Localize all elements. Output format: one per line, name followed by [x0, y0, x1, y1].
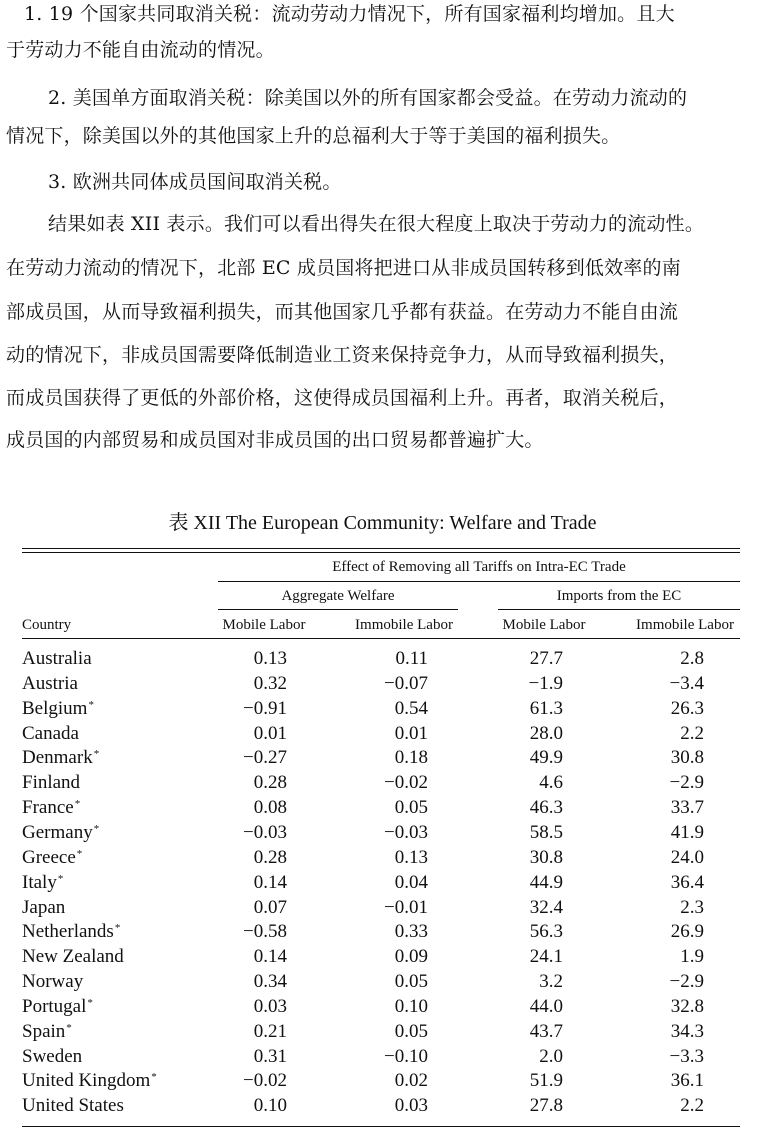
country-label: Austria [22, 672, 78, 694]
table-cell: 58.5 [529, 821, 563, 843]
table-cell: −2.9 [669, 971, 704, 993]
table-cell: 33.7 [670, 797, 704, 819]
table-cell: −0.58 [243, 921, 287, 943]
table-cell: 30.8 [670, 747, 704, 769]
table-cell: 0.01 [394, 722, 428, 744]
country-name [22, 971, 83, 993]
table-cell: −0.07 [384, 672, 428, 694]
country-name [22, 1021, 72, 1045]
country-label: Belgium [22, 697, 88, 719]
country-name [22, 1070, 157, 1094]
table-cell: 0.14 [253, 871, 287, 893]
table-cell: −2.9 [669, 772, 704, 794]
table-cell: 0.05 [394, 971, 428, 993]
paragraph-line-5: 3. 欧洲共同体成员国间取消关税。 [48, 171, 342, 193]
ec-member-marker: * [74, 798, 81, 811]
table-cell: 0.08 [253, 797, 287, 819]
country-name [22, 698, 94, 722]
country-label: France [22, 797, 74, 819]
paragraph-line-7: 在劳动力流动的情况下，北部 EC 成员国将把进口从非成员国转移到低效率的南 [6, 257, 681, 279]
table-cell: 27.7 [529, 648, 563, 669]
table-cell: 0.28 [253, 846, 287, 868]
table-cell: 0.34 [253, 971, 287, 993]
ec-member-marker: * [93, 748, 100, 761]
table-cell: 26.3 [670, 697, 704, 719]
table-cell: 0.03 [253, 995, 287, 1017]
table-cell: 0.32 [253, 672, 287, 694]
table-cell: 0.54 [394, 697, 428, 719]
country-name [22, 1095, 124, 1117]
table-cell: 0.07 [253, 896, 287, 918]
table-cell: 27.8 [529, 1095, 563, 1117]
table-cell: 24.0 [670, 846, 704, 868]
country-name [22, 921, 120, 945]
country-name [22, 772, 80, 794]
table-cell: 32.4 [529, 896, 563, 918]
table-cell: 0.02 [394, 1070, 428, 1092]
table-cell: 36.4 [670, 871, 704, 893]
table-cell: 4.6 [539, 772, 563, 794]
table-cell: 0.13 [394, 846, 428, 868]
table-cell: 0.28 [253, 772, 287, 794]
country-label: Australia [22, 648, 92, 669]
paragraph-line-11: 成员国的内部贸易和成员国对非成员国的出口贸易都普遍扩大。 [6, 429, 544, 451]
country-name [22, 872, 63, 896]
country-label: Germany [22, 821, 93, 843]
table-cell: 0.10 [253, 1095, 287, 1117]
table-cell: 28.0 [529, 722, 563, 744]
country-label: New Zealand [22, 946, 124, 968]
table-bottom-rule [22, 1126, 740, 1127]
table-cell: 2.2 [680, 1095, 704, 1117]
table-cell: −0.27 [243, 747, 287, 769]
table-cell: −1.9 [528, 672, 563, 694]
table-top-rule [22, 548, 740, 549]
ec-member-marker: * [88, 698, 94, 711]
country-label: United Kingdom [22, 1070, 151, 1092]
country-label: Denmark [22, 747, 93, 769]
table-cell: 51.9 [529, 1070, 563, 1092]
table-cell: 0.31 [253, 1045, 287, 1067]
table-cell: 0.09 [394, 946, 428, 968]
paragraph-line-8: 部成员国，从而导致福利损失，而其他国家几乎都有获益。在劳动力不能自由流 [6, 301, 679, 323]
country-name [22, 747, 99, 771]
country-label: Japan [22, 896, 66, 918]
table-cell: −0.03 [384, 821, 428, 843]
group-header-imports: Imports from the EC [556, 588, 682, 604]
table-cell: 0.04 [394, 871, 428, 893]
paragraph-line-3: 2. 美国单方面取消关税：除美国以外的所有国家都会受益。在劳动力流动的 [48, 87, 688, 109]
table-cell: 0.18 [394, 747, 428, 769]
table-cell: 0.13 [253, 648, 287, 669]
country-label: Norway [22, 971, 84, 993]
group-imports-rule [498, 609, 740, 610]
table-cell: −3.3 [669, 1045, 704, 1067]
super-header-rule [218, 581, 740, 582]
country-name [22, 723, 79, 745]
country-label: Netherlands [22, 921, 114, 943]
table-cell: 2.2 [680, 722, 704, 744]
paragraph-line-6: 结果如表 XII 表示。我们可以看出得失在很大程度上取决于劳动力的流动性。 [48, 213, 705, 235]
column-header-welfare-immobile: Immobile Labor [355, 617, 453, 633]
table-cell: 2.0 [539, 1045, 563, 1067]
table-cell: 0.03 [394, 1095, 428, 1117]
table-cell: 34.3 [670, 1020, 704, 1042]
table-cell: 26.9 [670, 921, 704, 943]
table-cell: 61.3 [529, 697, 563, 719]
table-cell: 32.8 [670, 995, 704, 1017]
table-cell: 30.8 [529, 846, 563, 868]
ec-member-marker: * [66, 1021, 72, 1034]
paragraph-line-1: 1. 19 个国家共同取消关税：流动劳动力情况下，所有国家福利均增加。且大 [24, 3, 675, 25]
country-name [22, 897, 65, 919]
table-cell: 0.10 [394, 995, 428, 1017]
table-cell: 24.1 [529, 946, 563, 968]
table-cell: −0.03 [243, 821, 287, 843]
table-cell: 0.05 [394, 797, 428, 819]
table-cell: 0.21 [253, 1020, 287, 1042]
country-name [22, 673, 78, 695]
super-header: Effect of Removing all Tariffs on Intra-EC Trade [332, 559, 626, 575]
country-label: Canada [22, 722, 79, 744]
header-bottom-rule [22, 638, 740, 639]
table-cell: 0.11 [395, 648, 428, 669]
table-cell: 46.3 [529, 797, 563, 819]
table-cell: 56.3 [529, 921, 563, 943]
country-name [22, 822, 99, 846]
country-label: Sweden [22, 1045, 83, 1067]
table-cell: 44.9 [529, 871, 563, 893]
table-cell: 0.05 [394, 1020, 428, 1042]
column-header-imports-immobile: Immobile Labor [636, 617, 734, 633]
ec-member-marker: * [114, 922, 121, 935]
table-cell: 36.1 [670, 1070, 704, 1092]
paragraph-line-10: 而成员国获得了更低的外部价格，这使得成员国福利上升。再者，取消关税后， [6, 387, 679, 409]
table-cell: 1.9 [680, 946, 704, 968]
group-welfare-rule [218, 609, 458, 610]
paragraph-line-9: 动的情况下，非成员国需要降低制造业工资来保持竞争力，从而导致福利损失， [6, 344, 679, 366]
table-cell: −0.02 [243, 1070, 287, 1092]
country-label: Finland [22, 772, 81, 794]
country-label: Greece [22, 846, 76, 868]
table-cell: 0.33 [394, 921, 428, 943]
country-name [22, 1046, 82, 1068]
table-cell: −0.02 [384, 772, 428, 794]
table-cell: 41.9 [670, 821, 704, 843]
table-cell: 49.9 [529, 747, 563, 769]
column-header-country: Country [22, 617, 72, 633]
country-name [22, 847, 82, 871]
table-cell: −0.01 [384, 896, 428, 918]
country-label: Spain [22, 1020, 66, 1042]
table-cell: −3.4 [669, 672, 704, 694]
ec-member-marker: * [57, 872, 64, 885]
table-cell: 43.7 [529, 1020, 563, 1042]
table-cell: 2.8 [680, 648, 704, 669]
country-label: Italy [22, 871, 57, 893]
country-name [22, 797, 80, 821]
paragraph-line-4: 情况下，除美国以外的其他国家上升的总福利大于等于美国的福利损失。 [6, 125, 621, 147]
column-header-imports-mobile: Mobile Labor [502, 617, 586, 633]
ec-member-marker: * [151, 1071, 157, 1084]
paragraph-line-2: 于劳动力不能自由流动的情况。 [6, 39, 275, 61]
table-cell: 3.2 [539, 971, 563, 993]
table-cell: 44.0 [529, 995, 563, 1017]
country-name [22, 648, 92, 670]
table-title: 表 XII The European Community: Welfare and Trade [168, 512, 597, 534]
ec-member-marker: * [87, 996, 93, 1009]
table-top-rule-2 [22, 552, 740, 553]
country-label: United States [22, 1095, 124, 1117]
table-cell: −0.10 [384, 1045, 428, 1067]
table-cell: −0.91 [243, 697, 287, 719]
table-cell: 0.01 [253, 722, 287, 744]
group-header-welfare: Aggregate Welfare [281, 588, 395, 604]
ec-member-marker: * [93, 822, 100, 835]
country-name [22, 996, 93, 1020]
ec-member-marker: * [76, 847, 83, 860]
table-cell: 2.3 [680, 896, 704, 918]
column-header-welfare-mobile: Mobile Labor [222, 617, 306, 633]
country-label: Portugal [22, 995, 87, 1017]
country-name [22, 946, 124, 968]
table-cell: 0.14 [253, 946, 287, 968]
